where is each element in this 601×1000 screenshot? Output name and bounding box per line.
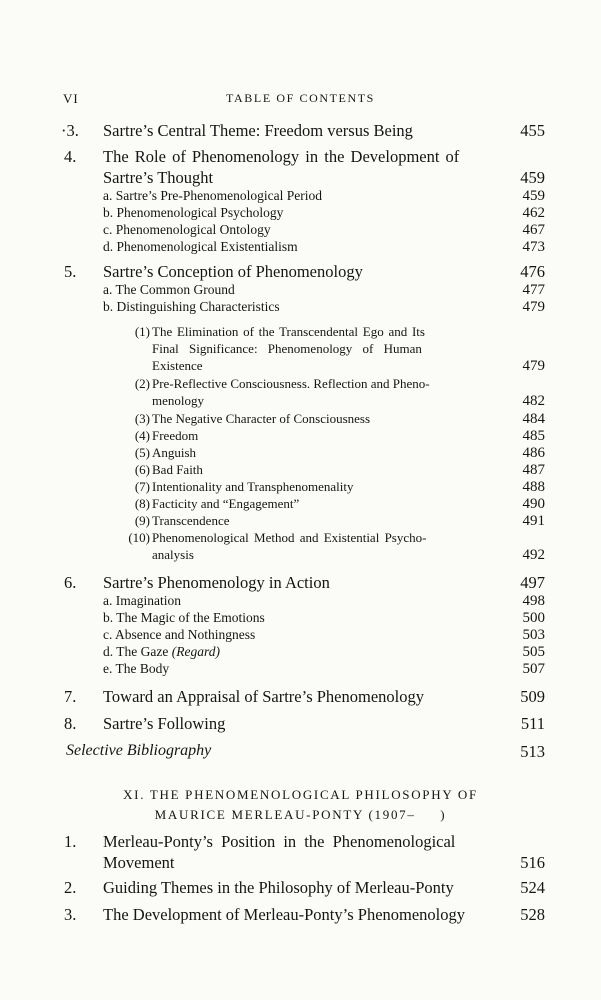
subsub-label: (6) — [134, 462, 150, 477]
subsub-label: (3) — [134, 411, 150, 426]
subsub-line: Intentionality and Transphenomenality — [152, 479, 354, 494]
subsub-page: 482 — [522, 393, 545, 409]
toc-subsubentry-continued — [0, 358, 601, 378]
entry-number: 5. — [64, 262, 77, 281]
subsub-line: Existence — [152, 358, 203, 373]
regard-italic: (Regard) — [171, 644, 220, 659]
entry-title: Toward an Appraisal of Sartre’s Phenomenology — [103, 687, 424, 706]
subentry-label: d. Phenomenological Existentialism — [103, 239, 298, 254]
subsub-label: (4) — [134, 428, 150, 443]
toc-subentry[interactable] — [0, 661, 601, 681]
running-header-title: TABLE OF CONTENTS — [226, 91, 375, 105]
page-numeral: VI — [63, 91, 79, 106]
subsub-line: menology — [152, 393, 204, 408]
entry-number: 3. — [64, 905, 77, 924]
entry-page: 524 — [520, 878, 545, 897]
subsub-page: 490 — [522, 496, 545, 512]
entry-page: 455 — [520, 121, 545, 140]
entry-number: ·3. — [61, 121, 79, 140]
entry-page: 511 — [520, 714, 545, 733]
subentry-page: 462 — [522, 205, 545, 221]
subentry-page: 479 — [522, 299, 545, 315]
entry-number: 7. — [64, 687, 77, 706]
toc-subsubentry-continued — [0, 393, 601, 413]
entry-page: 497 — [520, 573, 545, 592]
entry-title: Sartre’s Phenomenology in Action — [103, 573, 330, 592]
subsub-line: Phenomenological Method and Existential Psycho- — [152, 530, 427, 545]
subsub-label: (8) — [134, 496, 150, 511]
subentry-label: b. Distinguishing Characteristics — [103, 299, 280, 314]
subentry-page: 473 — [522, 239, 545, 255]
subentry-page: 500 — [522, 610, 545, 626]
toc-subsubentry-continued — [0, 547, 601, 567]
entry-number: 1. — [64, 832, 77, 851]
subsub-line: Facticity and “Engagement” — [152, 496, 300, 511]
entry-title: The Development of Merleau-Ponty’s Phenomenology — [103, 905, 466, 924]
subsub-line: The Elimination of the Transcendental Ego and Its — [152, 324, 425, 339]
entry-page: 516 — [520, 853, 545, 872]
subsub-line: Transcendence — [152, 513, 230, 528]
subsub-line: Bad Faith — [152, 462, 203, 477]
entry-number: 6. — [64, 573, 77, 592]
subsub-label: (9) — [134, 513, 150, 528]
subentry-label: c. Absence and Nothingness — [103, 627, 256, 642]
subentry-label: b. Phenomenological Psychology — [103, 205, 284, 220]
subentry-label: a. Imagination — [103, 593, 181, 608]
subsub-line: Anguish — [152, 445, 197, 460]
subsub-line: The Negative Character of Consciousness — [152, 411, 371, 426]
entry-page: 459 — [520, 168, 545, 187]
chapter-heading-line1: XI. THE PHENOMENOLOGICAL PHILOSOPHY OF — [123, 787, 478, 802]
subentry-label: a. Sartre’s Pre-Phenomenological Period — [103, 188, 322, 203]
subsub-page: 485 — [522, 428, 545, 444]
subsub-page: 488 — [522, 479, 545, 495]
subsub-label: (2) — [134, 376, 150, 391]
subsub-label: (10) — [128, 530, 150, 545]
entry-title-line1: Merleau-Ponty’s Position in the Phenomenological — [103, 832, 456, 851]
bibliography-page: 513 — [520, 742, 545, 761]
subsub-label: (5) — [134, 445, 150, 460]
entry-title: Sartre’s Central Theme: Freedom versus Being — [103, 121, 413, 140]
subsub-page: 484 — [522, 411, 545, 427]
subsub-line: Final Significance: Phenomenology of Human — [152, 341, 422, 356]
entry-number: 2. — [64, 878, 77, 897]
entry-title-line1: The Role of Phenomenology in the Development of — [103, 147, 460, 166]
entry-title-line2: Sartre’s Thought — [103, 168, 214, 187]
subentry-page: 505 — [522, 644, 545, 660]
entry-title: Guiding Themes in the Philosophy of Merleau-Ponty — [103, 878, 454, 897]
entry-number: 4. — [64, 147, 77, 166]
subsub-page: 491 — [522, 513, 545, 529]
subsub-page: 479 — [522, 358, 545, 374]
toc-entry-continued[interactable] — [0, 853, 601, 873]
toc-entry[interactable] — [0, 573, 601, 593]
entry-page: 476 — [520, 262, 545, 281]
entry-title: Sartre’s Following — [103, 714, 226, 733]
subentry-page: 477 — [522, 282, 545, 298]
subsub-line: Freedom — [152, 428, 199, 443]
subentry-page: 498 — [522, 593, 545, 609]
subsub-label: (7) — [134, 479, 150, 494]
toc-subentry[interactable] — [0, 239, 601, 259]
subsub-page: 486 — [522, 445, 545, 461]
subsub-label: (1) — [134, 324, 150, 339]
chapter-heading-line2: MAURICE MERLEAU-PONTY (1907– ) — [154, 807, 447, 822]
toc-entry[interactable] — [0, 832, 601, 852]
bibliography-title: Selective Bibliography — [66, 742, 212, 759]
entry-number: 8. — [64, 714, 77, 733]
toc-entry-continued[interactable] — [0, 168, 601, 188]
subsub-page: 487 — [522, 462, 545, 478]
toc-subentry[interactable] — [0, 299, 601, 319]
toc-entry[interactable] — [0, 262, 601, 282]
subentry-label: a. The Common Ground — [103, 282, 235, 297]
subentry-page: 503 — [522, 627, 545, 643]
subsub-line: analysis — [152, 547, 194, 562]
subsub-page: 492 — [522, 547, 545, 563]
entry-title: Sartre’s Conception of Phenomenology — [103, 262, 363, 281]
subsub-line: Pre-Reflective Consciousness. Reflection and Pheno- — [152, 376, 430, 391]
subentry-label: b. The Magic of the Emotions — [103, 610, 265, 625]
toc-bibliography[interactable] — [0, 742, 601, 762]
toc-entry[interactable] — [0, 121, 601, 141]
toc-entry[interactable] — [0, 147, 601, 167]
subentry-page: 467 — [522, 222, 545, 238]
subentry-label: c. Phenomenological Ontology — [103, 222, 271, 237]
subentry-page: 507 — [522, 661, 545, 677]
subentry-label: e. The Body — [103, 661, 170, 676]
toc-entry[interactable] — [0, 687, 601, 707]
entry-title-line2: Movement — [103, 853, 175, 872]
subentry-label: d. The Gaze (Regard) — [103, 644, 220, 659]
entry-page: 509 — [520, 687, 545, 706]
entry-page: 528 — [520, 905, 545, 924]
subentry-page: 459 — [522, 188, 545, 204]
toc-entry[interactable] — [0, 905, 601, 925]
toc-entry[interactable] — [0, 878, 601, 898]
toc-entry[interactable] — [0, 714, 601, 734]
